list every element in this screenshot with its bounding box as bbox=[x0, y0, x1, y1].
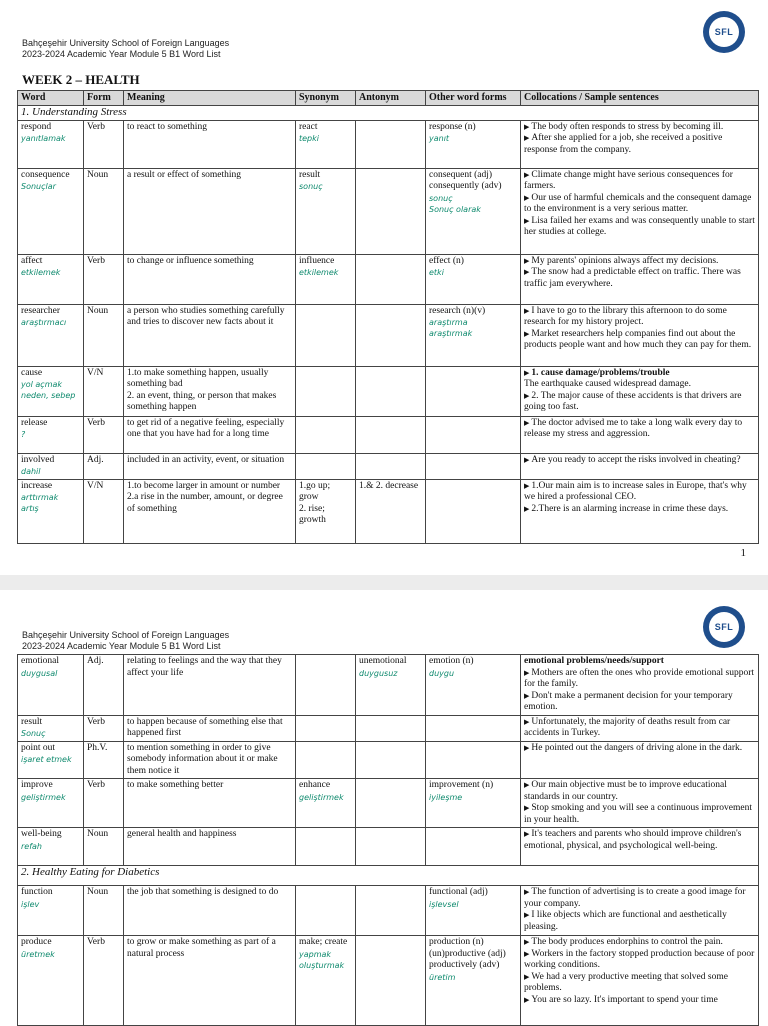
text-line: ▶ 1. cause damage/problems/trouble bbox=[524, 367, 670, 378]
form-cell: Noun bbox=[84, 828, 124, 866]
antonym-cell bbox=[356, 416, 426, 453]
examples-cell bbox=[521, 886, 759, 936]
text-line: ▶ My parents' opinions always affect my decisions. bbox=[524, 255, 719, 266]
handwritten-note: etki bbox=[429, 268, 444, 277]
form-cell: Noun bbox=[84, 304, 124, 366]
text-line: productively (adv) bbox=[429, 960, 500, 970]
meaning-cell: to happen because of something else that happened first bbox=[124, 715, 296, 741]
handwritten-note: üretim bbox=[429, 972, 456, 982]
handwritten-note: etkilemek bbox=[299, 268, 339, 277]
form-cell: Verb bbox=[84, 416, 124, 453]
bullet-arrow-icon: ▶ bbox=[524, 938, 530, 946]
bullet-arrow-icon: ▶ bbox=[524, 122, 530, 131]
table-row bbox=[18, 416, 759, 453]
meaning-cell: a result or effect of something bbox=[124, 168, 296, 254]
col-header-synonym: Synonym bbox=[296, 91, 356, 106]
meaning-cell: the job that something is designed to do bbox=[124, 886, 296, 936]
table-row bbox=[18, 779, 759, 828]
other-forms-cell bbox=[426, 366, 521, 416]
week-title: WEEK 2 – HEALTH bbox=[22, 72, 140, 87]
bullet-arrow-icon: ▶ bbox=[524, 256, 530, 265]
antonym-cell bbox=[356, 715, 426, 741]
bullet-arrow-icon: ▶ bbox=[524, 804, 530, 812]
handwritten-note: duygusal bbox=[21, 668, 58, 678]
form-cell: Verb bbox=[84, 779, 124, 828]
other-form: response (n) bbox=[429, 121, 476, 132]
text-line: ▶ Don't make a permanent decision for your temporary emotion. bbox=[524, 690, 733, 712]
text-line: ▶ Our use of harmful chemicals and the consequent damage to the environment is a very serious matter. bbox=[524, 192, 752, 214]
word-list-table bbox=[17, 90, 759, 544]
header bbox=[22, 38, 229, 60]
form-cell: Noun bbox=[84, 886, 124, 936]
text-line: 2.a rise in the number, amount, or degree of something bbox=[127, 492, 283, 514]
text-line: consequent (adj) bbox=[429, 169, 493, 180]
examples-cell bbox=[521, 168, 759, 254]
form-cell: V/N bbox=[84, 366, 124, 416]
bullet-arrow-icon: ▶ bbox=[524, 668, 530, 677]
handwritten-note: oluşturmak bbox=[299, 960, 345, 970]
text-line: ▶ 2. The major cause of these accidents is that drivers are going too fast. bbox=[524, 390, 742, 412]
col-header-word: Word bbox=[18, 91, 84, 106]
synonym-cell bbox=[296, 366, 356, 416]
synonym-cell bbox=[296, 416, 356, 453]
synonym-cell: enhance geliştirmek bbox=[296, 779, 356, 828]
synonym-cell bbox=[296, 886, 356, 936]
handwritten-note: etkilemek bbox=[21, 268, 61, 277]
section-row bbox=[18, 866, 759, 886]
handwritten-note: sonuç bbox=[429, 193, 453, 203]
antonym-cell bbox=[356, 304, 426, 366]
word-cell: result Sonuç bbox=[18, 715, 84, 741]
examples-cell bbox=[521, 453, 759, 479]
handwritten-note: araştırmak bbox=[429, 329, 473, 338]
table-row bbox=[18, 304, 759, 366]
table-row bbox=[18, 254, 759, 304]
text-line: ▶ Are you ready to accept the risks involved in cheating? bbox=[524, 454, 741, 465]
text-line: ▶ Climate change might have serious consequences for farmers. bbox=[524, 169, 733, 191]
bullet-arrow-icon: ▶ bbox=[524, 368, 530, 377]
other-forms-cell: effect (n) etki bbox=[426, 254, 521, 304]
bullet-arrow-icon: ▶ bbox=[524, 391, 530, 400]
antonym-cell bbox=[356, 886, 426, 936]
meaning-cell: to mention something in order to give somebody information about it or make them notice it bbox=[124, 741, 296, 779]
other-forms-cell bbox=[426, 168, 521, 254]
word-cell: improve geliştirmek bbox=[18, 779, 84, 828]
form-cell: Ph.V. bbox=[84, 741, 124, 779]
antonym-cell bbox=[356, 366, 426, 416]
handwritten-note: geliştirmek bbox=[21, 792, 66, 802]
word-cell: point out işaret etmek bbox=[18, 741, 84, 779]
page-gap bbox=[0, 575, 768, 590]
examples-cell bbox=[521, 304, 759, 366]
text-line: ▶ Unfortunately, the majority of deaths result from car accidents in Turkey. bbox=[524, 716, 731, 738]
col-header-collocations: Collocations / Sample sentences bbox=[521, 91, 759, 106]
text-line: The earthquake caused widespread damage. bbox=[524, 379, 691, 389]
table-row bbox=[18, 168, 759, 254]
bullet-arrow-icon: ▶ bbox=[524, 216, 530, 225]
form-cell: V/N bbox=[84, 479, 124, 543]
antonym-cell bbox=[356, 453, 426, 479]
handwritten-note: neden, sebep bbox=[21, 391, 76, 400]
meaning-cell bbox=[124, 366, 296, 416]
synonym-cell: make; create yapmak oluşturmak bbox=[296, 936, 356, 1026]
text-line: 1.go up; grow bbox=[299, 480, 331, 502]
table-row bbox=[18, 120, 759, 168]
text-line: 1.to make something happen, usually something bad bbox=[127, 367, 269, 389]
word-cell: emotional duygusal bbox=[18, 655, 84, 716]
other-forms-cell bbox=[426, 120, 521, 168]
handwritten-note: sonuç bbox=[299, 182, 323, 191]
handwritten-note: işlevsel bbox=[429, 899, 459, 909]
other-forms-cell: emotion (n) duygu bbox=[426, 655, 521, 716]
examples-cell bbox=[521, 655, 759, 716]
text-line: ▶ The snow had a predictable effect on traffic. There was traffic jam everywhere. bbox=[524, 267, 741, 289]
text-line: ▶ 1.Our main aim is to increase sales in Europe, that's why we hired a professional CEO. bbox=[524, 480, 747, 502]
handwritten-note: işlev bbox=[21, 899, 40, 909]
header-line-2: 2023-2024 Academic Year Module 5 B1 Word List bbox=[22, 49, 221, 59]
handwritten-note: araştırma bbox=[429, 318, 468, 327]
word-cell bbox=[18, 120, 84, 168]
example-sentence: ▶ After she applied for a job, she received a positive response from the company. bbox=[524, 133, 723, 155]
form-cell: Verb bbox=[84, 254, 124, 304]
examples-cell bbox=[521, 715, 759, 741]
synonym-cell: influence etkilemek bbox=[296, 254, 356, 304]
other-forms-cell: research (n)(v) araştırma araştırmak bbox=[426, 304, 521, 366]
handwritten-note: refah bbox=[21, 841, 42, 851]
meaning-cell: relating to feelings and the way that they affect your life bbox=[124, 655, 296, 716]
antonym-cell bbox=[356, 254, 426, 304]
table-row bbox=[18, 741, 759, 779]
text-line: ▶ The doctor advised me to take a long walk every day to release my stress and aggression. bbox=[524, 417, 743, 439]
antonym-cell bbox=[356, 120, 426, 168]
handwritten-note: yanıt bbox=[429, 134, 450, 143]
text-line: ▶ I like objects which are functional and aesthetically pleasing. bbox=[524, 910, 727, 932]
word-cell: consequence Sonuçlar bbox=[18, 168, 84, 254]
bullet-arrow-icon: ▶ bbox=[524, 830, 530, 838]
bullet-arrow-icon: ▶ bbox=[524, 455, 530, 464]
bullet-arrow-icon: ▶ bbox=[524, 911, 530, 919]
examples-cell bbox=[521, 741, 759, 779]
synonym-cell: result sonuç bbox=[296, 168, 356, 254]
table-row bbox=[18, 655, 759, 716]
text-line: ▶ Stop smoking and you will see a continuous improvement in your health. bbox=[524, 803, 752, 825]
handwritten-note: geliştirmek bbox=[299, 792, 344, 802]
word-cell: function işlev bbox=[18, 886, 84, 936]
word: respond bbox=[21, 121, 52, 132]
text-line: ▶ Mothers are often the ones who provide emotional support for the family. bbox=[524, 667, 755, 689]
examples-cell bbox=[521, 416, 759, 453]
synonym-cell bbox=[296, 453, 356, 479]
synonym-cell bbox=[296, 304, 356, 366]
sfl-logo-text: SFL bbox=[709, 612, 739, 642]
form-cell: Verb bbox=[84, 936, 124, 1026]
handwritten-note: Sonuç bbox=[21, 729, 46, 738]
page-2 bbox=[0, 590, 768, 1024]
section-row bbox=[18, 105, 759, 120]
handwritten-note: tepki bbox=[299, 134, 319, 143]
handwritten-note: yol açmak bbox=[21, 380, 63, 389]
synonym-cell bbox=[296, 741, 356, 779]
col-header-form: Form bbox=[84, 91, 124, 106]
handwritten-note: araştırmacı bbox=[21, 318, 67, 327]
handwritten-note: işaret etmek bbox=[21, 755, 72, 764]
handwritten-note: duygusuz bbox=[359, 668, 398, 678]
table-row bbox=[18, 453, 759, 479]
form-cell: Adj. bbox=[84, 655, 124, 716]
synonym-cell bbox=[296, 655, 356, 716]
bullet-arrow-icon: ▶ bbox=[524, 193, 530, 202]
text-line: consequently (adv) bbox=[429, 181, 502, 191]
word-cell: involved dahil bbox=[18, 453, 84, 479]
bullet-arrow-icon: ▶ bbox=[524, 268, 530, 276]
handwritten-note: ? bbox=[21, 430, 26, 439]
bullet-arrow-icon: ▶ bbox=[524, 481, 530, 490]
other-forms-cell bbox=[426, 828, 521, 866]
antonym-cell: 1.& 2. decrease bbox=[356, 479, 426, 543]
table-row bbox=[18, 715, 759, 741]
other-forms-cell bbox=[426, 479, 521, 543]
meaning-cell: to get rid of a negative feeling, especially one that you have had for a long time bbox=[124, 416, 296, 453]
text-line: 2. an event, thing, or person that makes something happen bbox=[127, 390, 277, 412]
text-line: ▶ Market researchers help companies find out about the products people want and how much they can pay for them. bbox=[524, 328, 752, 350]
meaning-cell: to react to something bbox=[124, 120, 296, 168]
text-line: ▶ Our main objective must be to improve educational standards in our country. bbox=[524, 780, 727, 802]
bullet-arrow-icon: ▶ bbox=[524, 972, 530, 981]
word-cell: researcher araştırmacı bbox=[18, 304, 84, 366]
handwritten-note: yanıtlamak bbox=[21, 134, 66, 143]
antonym-cell bbox=[356, 936, 426, 1026]
other-forms-cell bbox=[426, 453, 521, 479]
antonym-cell bbox=[356, 168, 426, 254]
meaning-cell bbox=[124, 479, 296, 543]
form-cell: Noun bbox=[84, 168, 124, 254]
table-row bbox=[18, 936, 759, 1026]
sfl-logo bbox=[703, 606, 745, 648]
meaning-cell: to change or influence something bbox=[124, 254, 296, 304]
examples-cell bbox=[521, 479, 759, 543]
bullet-arrow-icon: ▶ bbox=[524, 995, 530, 1004]
table-row bbox=[18, 479, 759, 543]
sfl-logo-text: SFL bbox=[709, 17, 739, 47]
bullet-arrow-icon: ▶ bbox=[524, 504, 530, 513]
other-forms-cell bbox=[426, 741, 521, 779]
other-forms-cell: improvement (n) iyileşme bbox=[426, 779, 521, 828]
col-header-antonym: Antonym bbox=[356, 91, 426, 106]
text-line: ▶ You are so lazy. It's important to spend your time bbox=[524, 994, 718, 1005]
form-cell: Verb bbox=[84, 715, 124, 741]
header-line-2: 2023-2024 Academic Year Module 5 B1 Word List bbox=[22, 641, 221, 651]
antonym-cell bbox=[356, 828, 426, 866]
other-forms-cell bbox=[426, 715, 521, 741]
other-forms-cell bbox=[426, 936, 521, 1026]
text-line: ▶ I have to go to the library this afternoon to do some research for my history project. bbox=[524, 305, 727, 327]
page-number: 1 bbox=[740, 547, 746, 559]
text-line: ▶ The body produces endorphins to control the pain. bbox=[524, 937, 723, 947]
antonym-cell bbox=[356, 741, 426, 779]
other-forms-cell bbox=[426, 416, 521, 453]
text-line: ▶ We had a very productive meeting that solved some problems. bbox=[524, 971, 728, 993]
word-cell: increase arttırmak artış bbox=[18, 479, 84, 543]
examples-cell bbox=[521, 120, 759, 168]
examples-cell bbox=[521, 366, 759, 416]
handwritten-note: artış bbox=[21, 504, 39, 513]
word-cell: release ? bbox=[18, 416, 84, 453]
antonym-cell: unemotional duygusuz bbox=[356, 655, 426, 716]
meaning-cell: to make something better bbox=[124, 779, 296, 828]
synonym: react bbox=[299, 121, 318, 132]
section-title: 2. Healthy Eating for Diabetics bbox=[18, 866, 759, 886]
bullet-arrow-icon: ▶ bbox=[524, 170, 530, 179]
synonym-cell bbox=[296, 479, 356, 543]
synonym-cell bbox=[296, 828, 356, 866]
bullet-arrow-icon: ▶ bbox=[524, 329, 530, 338]
word-cell: affect etkilemek bbox=[18, 254, 84, 304]
bullet-arrow-icon: ▶ bbox=[524, 888, 530, 896]
meaning-cell: to grow or make something as part of a natural process bbox=[124, 936, 296, 1026]
bullet-arrow-icon: ▶ bbox=[524, 418, 530, 427]
handwritten-note: Sonuçlar bbox=[21, 182, 56, 191]
header-line-1: Bahçeşehir University School of Foreign Languages bbox=[22, 630, 230, 640]
bullet-arrow-icon: ▶ bbox=[524, 717, 530, 726]
text-line: 1.to become larger in amount or number bbox=[127, 480, 281, 491]
col-header-other-forms: Other word forms bbox=[426, 91, 521, 106]
meaning-cell: general health and happiness bbox=[124, 828, 296, 866]
meaning-cell: included in an activity, event, or situation bbox=[124, 453, 296, 479]
table-header-row bbox=[18, 91, 759, 106]
text-line: ▶ It's teachers and parents who should improve children's emotional, physical, and psychological well-being. bbox=[524, 829, 742, 851]
meaning-cell: a person who studies something carefully and tries to discover new facts about it bbox=[124, 304, 296, 366]
bullet-arrow-icon: ▶ bbox=[524, 306, 530, 315]
bullet-arrow-icon: ▶ bbox=[524, 134, 530, 142]
examples-cell bbox=[521, 254, 759, 304]
bullet-arrow-icon: ▶ bbox=[524, 949, 530, 958]
sfl-logo bbox=[703, 11, 745, 53]
handwritten-note: yapmak bbox=[299, 949, 332, 959]
handwritten-note: arttırmak bbox=[21, 493, 59, 502]
word-cell: produce üretmek bbox=[18, 936, 84, 1026]
handwritten-note: dahil bbox=[21, 467, 41, 476]
header-line-1: Bahçeşehir University School of Foreign Languages bbox=[22, 38, 230, 48]
form-cell: Adj. bbox=[84, 453, 124, 479]
text-line: production (n) bbox=[429, 937, 484, 947]
synonym-cell bbox=[296, 120, 356, 168]
col-header-meaning: Meaning bbox=[124, 91, 296, 106]
form-cell: Verb bbox=[84, 120, 124, 168]
text-line: 2. rise; growth bbox=[299, 503, 326, 525]
text-line: ▶ 2.There is an alarming increase in crime these days. bbox=[524, 503, 729, 514]
text-line: (un)productive (adj) bbox=[429, 948, 506, 959]
bullet-arrow-icon: ▶ bbox=[524, 743, 530, 752]
antonym-cell bbox=[356, 779, 426, 828]
text-line: ▶ Workers in the factory stopped production because of poor working conditions. bbox=[524, 948, 755, 970]
handwritten-note: üretmek bbox=[21, 949, 55, 959]
word-cell: well-being refah bbox=[18, 828, 84, 866]
synonym-cell bbox=[296, 715, 356, 741]
handwritten-note: duygu bbox=[429, 668, 455, 678]
word-cell: cause yol açmak neden, sebep bbox=[18, 366, 84, 416]
examples-cell bbox=[521, 779, 759, 828]
word-list-table-continued bbox=[17, 654, 759, 1026]
text-line: emotional problems/needs/support bbox=[524, 656, 664, 666]
table-row bbox=[18, 886, 759, 936]
examples-cell bbox=[521, 936, 759, 1026]
examples-cell bbox=[521, 828, 759, 866]
table-row bbox=[18, 828, 759, 866]
bullet-arrow-icon: ▶ bbox=[524, 781, 530, 789]
header bbox=[22, 630, 229, 652]
section-title: 1. Understanding Stress bbox=[18, 105, 759, 120]
table-row bbox=[18, 366, 759, 416]
bullet-arrow-icon: ▶ bbox=[524, 691, 530, 700]
handwritten-note: iyileşme bbox=[429, 792, 463, 802]
handwritten-note: Sonuç olarak bbox=[429, 204, 481, 214]
text-line: ▶ The function of advertising is to create a good image for your company. bbox=[524, 887, 746, 909]
text-line: ▶ Lisa failed her exams and was consequently unable to start her studies at college. bbox=[524, 215, 755, 237]
other-forms-cell: functional (adj) işlevsel bbox=[426, 886, 521, 936]
text-line: ▶ He pointed out the dangers of driving alone in the dark. bbox=[524, 742, 743, 753]
example-sentence: ▶ The body often responds to stress by becoming ill. bbox=[524, 121, 724, 132]
